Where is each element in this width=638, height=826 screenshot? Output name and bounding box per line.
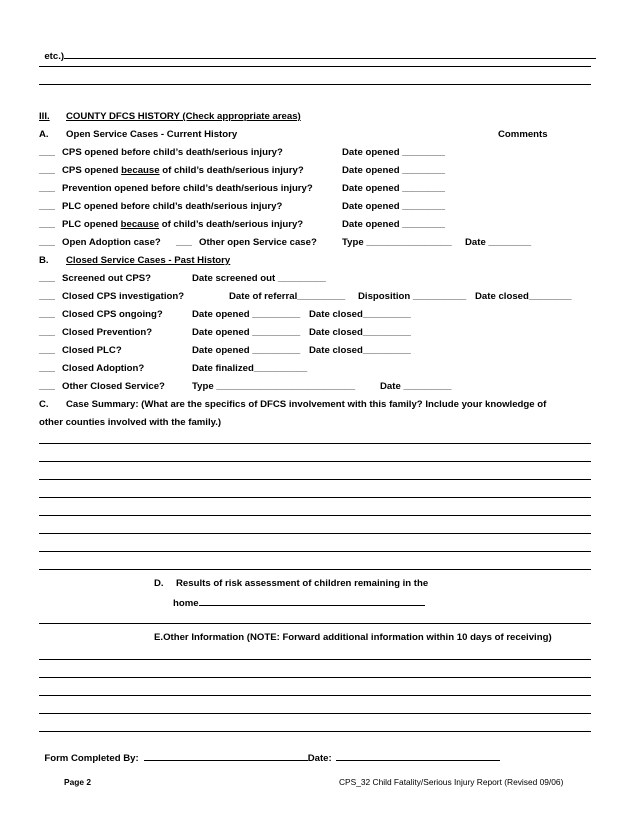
- row-label: Closed Adoption?: [62, 363, 145, 374]
- date-closed-field[interactable]: Date closed_________: [309, 345, 411, 356]
- other-info-fill-line[interactable]: [39, 659, 591, 660]
- date-closed-field[interactable]: Date closed_________: [309, 327, 411, 338]
- summary-fill-line[interactable]: [39, 533, 591, 534]
- check-blank[interactable]: ___: [39, 219, 56, 230]
- form-identifier: CPS_32 Child Fatality/Serious Injury Report (Revised 09/06): [339, 777, 564, 787]
- part-c-text-line-1: Case Summary: (What are the specifics of DFCS involvement with this family? Include your knowledge of: [66, 399, 547, 410]
- comments-label: Comments: [498, 129, 548, 140]
- etc-line: [39, 38, 596, 62]
- summary-fill-line[interactable]: [39, 497, 591, 498]
- page-number: Page 2: [64, 777, 92, 787]
- check-blank[interactable]: ___: [39, 273, 56, 284]
- check-blank[interactable]: ___: [39, 165, 56, 176]
- summary-fill-line[interactable]: [39, 443, 591, 444]
- check-blank[interactable]: ___: [39, 363, 56, 374]
- disposition-field[interactable]: Disposition __________: [358, 291, 467, 302]
- summary-fill-line[interactable]: [39, 551, 591, 552]
- check-blank[interactable]: ___: [39, 381, 56, 392]
- etc-label: etc.): [44, 51, 65, 62]
- part-b-title: Closed Service Cases - Past History: [66, 255, 231, 266]
- row-question: PLC opened before child’s death/serious injury?: [62, 201, 283, 212]
- top-fill-line-2[interactable]: [39, 84, 591, 85]
- part-c-letter: C.: [39, 399, 49, 410]
- completed-by-label: Form Completed By:: [44, 753, 139, 764]
- date-opened-field[interactable]: Date opened ________: [342, 147, 445, 158]
- part-d-text-line-1: Results of risk assessment of children remaining in the: [176, 578, 429, 589]
- part-a-letter: A.: [39, 129, 49, 140]
- part-a-title: Open Service Cases - Current History: [66, 129, 238, 140]
- section-number: III.: [39, 111, 50, 122]
- date-field[interactable]: Date screened out _________: [192, 273, 326, 284]
- summary-fill-line[interactable]: [39, 515, 591, 516]
- date-opened-field[interactable]: Date opened ________: [342, 201, 445, 212]
- top-fill-line-1[interactable]: [39, 66, 591, 67]
- other-info-fill-line[interactable]: [39, 731, 591, 732]
- summary-fill-line[interactable]: [39, 461, 591, 462]
- date-field[interactable]: Date of referral_________: [229, 291, 346, 302]
- other-info-fill-line[interactable]: [39, 713, 591, 714]
- date-field[interactable]: Date _________: [380, 381, 452, 392]
- date-opened-field[interactable]: Date opened ________: [342, 183, 445, 194]
- date-closed-field[interactable]: Date closed________: [475, 291, 572, 302]
- completed-by-field[interactable]: [144, 751, 308, 761]
- row-label: Closed CPS ongoing?: [62, 309, 163, 320]
- type-field[interactable]: Type __________________________: [192, 381, 356, 392]
- part-c-text-line-2: other counties involved with the family.): [39, 417, 222, 428]
- row-question: CPS opened before child’s death/serious injury?: [62, 147, 283, 158]
- row-question: CPS opened because of child’s death/serious injury?: [62, 165, 304, 176]
- other-info-fill-line[interactable]: [39, 677, 591, 678]
- summary-fill-line[interactable]: [39, 479, 591, 480]
- row-label: Closed PLC?: [62, 345, 122, 356]
- date-field[interactable]: Date ________: [465, 237, 532, 248]
- check-blank[interactable]: ___: [39, 291, 56, 302]
- part-d-letter: D.: [154, 578, 164, 589]
- open-adoption-label: Open Adoption case?: [62, 237, 161, 248]
- date-closed-field[interactable]: Date closed_________: [309, 309, 411, 320]
- other-open-service-label: Other open Service case?: [199, 237, 317, 248]
- check-blank[interactable]: ___: [39, 147, 56, 158]
- check-blank[interactable]: ___: [39, 345, 56, 356]
- date-field[interactable]: Date opened _________: [192, 309, 301, 320]
- row-label: Other Closed Service?: [62, 381, 165, 392]
- date-label: Date:: [307, 753, 332, 764]
- check-blank[interactable]: ___: [39, 201, 56, 212]
- part-d-text-line-2: home: [173, 596, 425, 609]
- other-info-fill-line[interactable]: [39, 695, 591, 696]
- check-blank[interactable]: ___: [176, 237, 193, 248]
- date-field[interactable]: Date opened _________: [192, 327, 301, 338]
- completed-by-line: [39, 740, 500, 764]
- check-blank[interactable]: ___: [39, 327, 56, 338]
- check-blank[interactable]: ___: [39, 183, 56, 194]
- date-opened-field[interactable]: Date opened ________: [342, 165, 445, 176]
- date-field[interactable]: Date finalized__________: [192, 363, 308, 374]
- row-question: PLC opened because of child’s death/serious injury?: [62, 219, 304, 230]
- home-blank[interactable]: [199, 596, 425, 606]
- date-opened-field[interactable]: Date opened ________: [342, 219, 445, 230]
- check-blank[interactable]: ___: [39, 237, 56, 248]
- etc-blank[interactable]: [64, 49, 596, 59]
- completion-date-field[interactable]: [336, 751, 500, 761]
- section-heading: COUNTY DFCS HISTORY (Check appropriate areas): [66, 111, 301, 122]
- row-label: Closed Prevention?: [62, 327, 153, 338]
- part-e-text: E.Other Information (NOTE: Forward additional information within 10 days of receiving): [154, 632, 552, 643]
- row-label: Closed CPS investigation?: [62, 291, 185, 302]
- date-field[interactable]: Date opened _________: [192, 345, 301, 356]
- type-field[interactable]: Type ________________: [342, 237, 452, 248]
- check-blank[interactable]: ___: [39, 309, 56, 320]
- risk-fill-line[interactable]: [39, 623, 591, 624]
- row-question: Prevention opened before child’s death/serious injury?: [62, 183, 313, 194]
- row-label: Screened out CPS?: [62, 273, 152, 284]
- part-b-letter: B.: [39, 255, 49, 266]
- summary-fill-line[interactable]: [39, 569, 591, 570]
